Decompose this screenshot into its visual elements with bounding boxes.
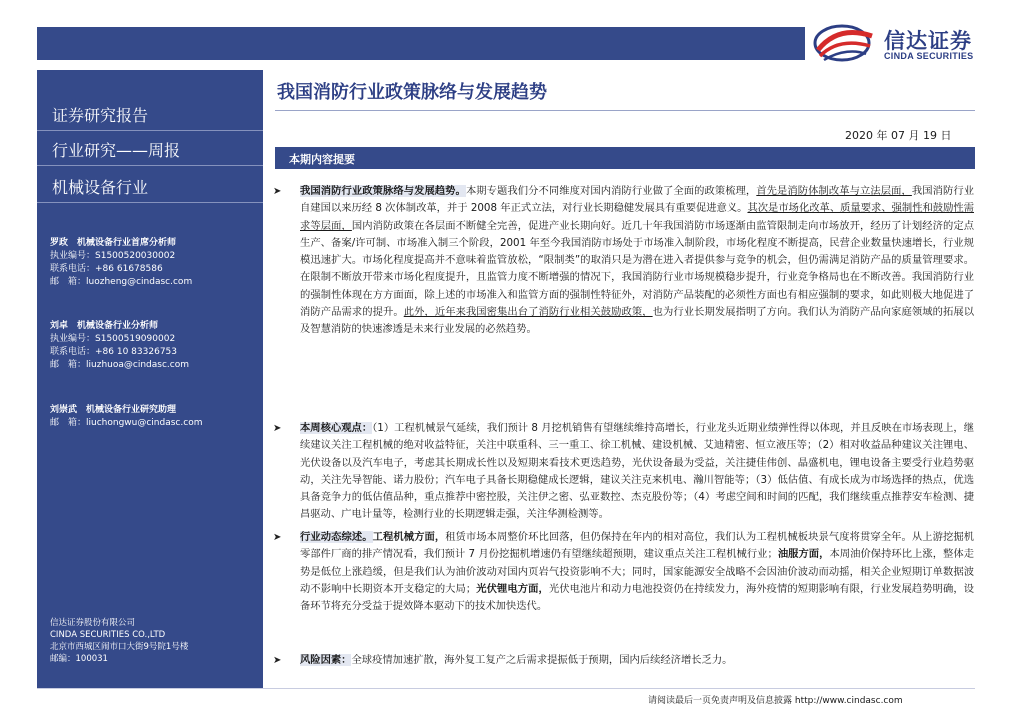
analyst-title: 机械设备行业分析师 <box>77 321 159 331</box>
bullet-emphasis: 其次是市场化改革、质量要求、强制性和鼓励性需求等层面， <box>300 202 974 232</box>
divider <box>37 165 263 166</box>
company-address: 北京市西城区闹市口大街9号院1号楼 <box>50 642 189 652</box>
company-name-cn: 信达证券股份有限公司 <box>50 618 136 628</box>
email-label: 邮 箱： <box>50 418 87 428</box>
bullet-body: 光伏电池片和动力电池投资仍在持续发力，海外疫情的短期影响有限，行业发展趋势明确，设备环节将充分受益于提效降本驱动下的技术加快迭代。 <box>300 582 975 612</box>
logo-english-name: CINDA SECURITIES <box>884 51 974 61</box>
report-category: 行业研究——周报 <box>52 141 181 160</box>
bullet-lead: 本周核心观点： <box>300 422 373 434</box>
divider <box>37 130 263 131</box>
bullet-emphasis: 此外，近年来我国密集出台了消防行业相关鼓励政策， <box>403 305 653 318</box>
divider <box>37 202 263 203</box>
analyst-email[interactable]: liuzhuoa@cindasc.com <box>86 360 189 370</box>
arrow-bullet-icon: ➤ <box>273 186 282 197</box>
sidebar <box>37 70 263 688</box>
bullet-body: 国内消防政策在各层面不断健全完善，促进产业长期向好。近几十年我国消防市场逐渐由监管限制走向市场放开，经历了计划经济的定点生产、备案/许可制、市场准入制三个阶段，2001 年至今我国消防市场处于市场准入制阶段，市场化程度不断提高，民营企业数量快速增长，行业规模迅速扩大。市场化程度提高并不意味着监管放松，“限制类”的取消只是为潜在进入者提供参与竞争的机会，但仍需满足消防产品的质量管理要求。在限制不断放开带来市场化程度提升，且监管力度不断增强的情况下，我国消防行业市场规模稳步提升，行业竞争格局也在不断改善。我国消防行业的强制性体现在方方面面，除上述的市场准入和监管方面的强制性特征外，对消防产品装配的必须性方面也有相应强制的要求，如此则极大地促进了消防产品需求的提升。 <box>300 219 975 318</box>
document-title: 我国消防行业政策脉络与发展趋势 <box>277 82 547 103</box>
bullet-lead: 我国消防行业政策脉络与发展趋势。 <box>300 185 466 197</box>
phone-label: 联系电话： <box>50 347 96 357</box>
analyst-cert: S1500520030002 <box>95 251 176 261</box>
bullet-text <box>300 529 974 615</box>
analyst-name: 刘崇武 <box>50 405 78 415</box>
cert-label: 执业编号： <box>50 334 96 344</box>
email-label: 邮 箱： <box>50 277 87 287</box>
analyst-name: 罗政 <box>50 238 69 248</box>
analyst-title: 机械设备行业首席分析师 <box>77 238 177 248</box>
bullet-sublead: 光伏锂电方面， <box>476 582 549 595</box>
analyst-card <box>50 320 260 372</box>
bullet-body: （1）工程机械景气延续，我们预计 8 月挖机销售有望继续维持高增长，行业龙头近期业绩弹性得以体现，并且反映在市场表现上，继续建议关注工程机械的绝对收益特征，关注中联重科、三一重工、徐工机械、建设机械、艾迪精密、恒立液压等；（2）相对收益品种建议关注锂电、光伏设备以及汽车电子，考虑其长期成长性以及短期来看技术更迭趋势，光伏设备最为受益，关注捷佳伟创、晶盛机电，锂电设备主要受行业趋势驱动，关注先导智能、诺力股份；汽车电子具备长期稳健成长逻辑，建议关注克来机电、瀚川智能等；（3）低估值、有成长成为市场选择的热点，优选具备竞争力的低估值品种，重点推荐中密控股，关注伊之密、弘亚数控、杰克股份等；（4）考虑空间和时间的匹配，我们继续重点推荐安车检测、捷昌驱动、广电计量等，检测行业的长期逻辑走强，关注华测检测等。 <box>300 422 975 521</box>
analyst-email[interactable]: luozheng@cindasc.com <box>86 277 193 287</box>
analyst-phone: +86 10 83326753 <box>95 347 177 357</box>
cert-label: 执业编号： <box>50 251 96 261</box>
analyst-title: 机械设备行业研究助理 <box>86 405 177 415</box>
analyst-card <box>50 404 260 430</box>
bullet-text <box>300 652 974 669</box>
bullet-body: 我国消防行业自建国以来历经 8 次体制改革，并于 2008 年正式立法，对行业长期稳健发展具有重要促进意义。 <box>300 185 975 215</box>
postcode-label: 邮编： <box>50 654 76 664</box>
analyst-phone: +86 61678586 <box>95 264 163 274</box>
analyst-card <box>50 237 260 289</box>
bullet-body: 租赁市场本周整价环比回落，但仍保持在年内的相对高位，我们认为工程机械板块景气度将贯穿全年。从上游挖掘机零部件厂商的排产情况看，我们预计 7 月份挖掘机增速仍有望继续超预期，建议重点关注工程机械行业； <box>300 531 975 561</box>
company-name-en: CINDA SECURITIES CO.,LTD <box>50 630 166 640</box>
postcode: 100031 <box>75 654 108 664</box>
title-divider <box>275 110 975 111</box>
cinda-logo-icon <box>812 20 878 64</box>
bullet-sublead: 工程机械方面， <box>372 531 446 543</box>
arrow-bullet-icon: ➤ <box>273 655 282 666</box>
bullet-lead: 行业动态综述。 <box>300 531 373 543</box>
email-label: 邮 箱： <box>50 360 87 370</box>
bullet-emphasis: 首先是消防体制改革与立法层面， <box>756 185 912 197</box>
report-type: 证券研究报告 <box>52 106 149 125</box>
bullet-body: 本周油价保持环比上涨，整体走势是低位上涨趋缓，但是我们认为油价波动对国内页岩气投资影响不大；同时，国家能源安全战略不会因油价波动而动摇，相关企业短期订单数据波动不影响中长期资本开支稳定的大局； <box>300 548 975 595</box>
bullet-text <box>300 420 974 524</box>
analyst-cert: S1500519090002 <box>95 334 176 344</box>
industry-name: 机械设备行业 <box>52 178 149 197</box>
bullet-body: 全球疫情加速扩散，海外复工复产之后需求提振低于预期，国内后续经济增长乏力。 <box>351 654 733 666</box>
cinda-logo <box>812 20 992 64</box>
company-info <box>50 617 188 665</box>
footer-divider <box>37 688 975 689</box>
analyst-name: 刘卓 <box>50 321 69 331</box>
bullet-body: 也为行业长期发展指明了方向。我们认为消防产品向家庭领域的拓展以及智慧消防的快速渗透是未来行业发展的必然趋势。 <box>300 305 975 335</box>
section-title: 本期内容提要 <box>289 153 355 166</box>
footer-disclaimer[interactable]: 请阅读最后一页免责声明及信息披露 http://www.cindasc.com <box>648 696 903 706</box>
header-bar <box>37 27 805 60</box>
bullet-sublead: 油服方面， <box>777 548 830 561</box>
section-header <box>275 147 975 169</box>
bullet-lead: 风险因素： <box>300 654 352 666</box>
analyst-email[interactable]: liuchongwu@cindasc.com <box>86 418 203 428</box>
bullet-body: 本期专题我们分不同维度对国内消防行业做了全面的政策梳理， <box>465 185 757 197</box>
report-date: 2020 年 07 月 19 日 <box>845 129 952 142</box>
logo-chinese-name: 信达证券 <box>884 29 972 53</box>
arrow-bullet-icon: ➤ <box>273 423 282 434</box>
bullet-text <box>300 183 974 338</box>
arrow-bullet-icon: ➤ <box>273 532 282 543</box>
phone-label: 联系电话： <box>50 264 96 274</box>
